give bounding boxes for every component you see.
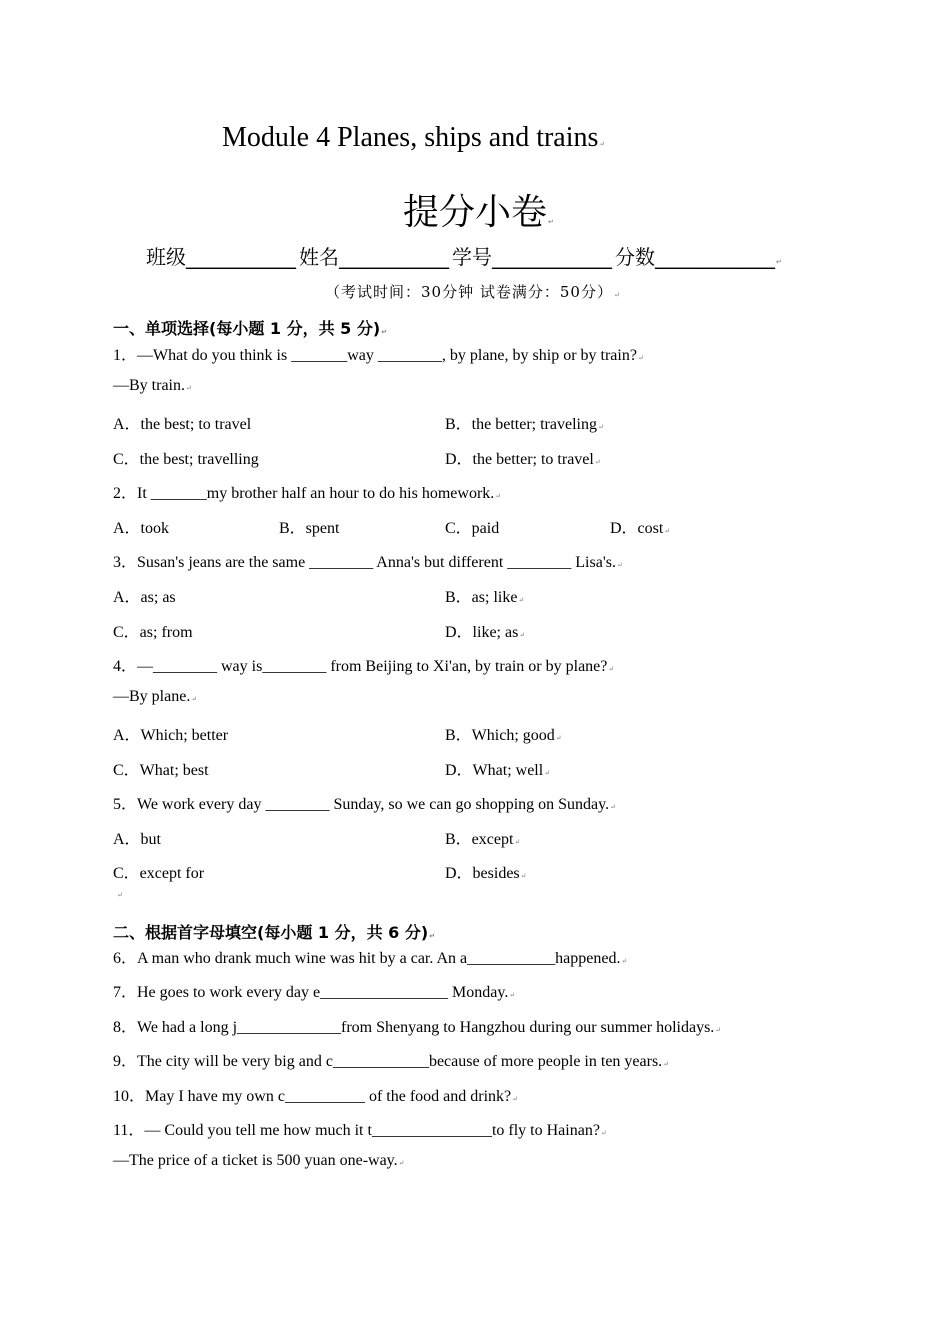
- question-2-stem: 2．It _______my brother half an hour to do his homework.↵: [113, 485, 502, 502]
- question-3-option-d: D．like; as↵: [445, 624, 526, 641]
- question-3-option-b: B．as; like↵: [445, 589, 525, 606]
- student-id-blank: ____________: [492, 245, 612, 269]
- section1-heading: 一、单项选择(每小题 1 分，共 5 分)↵: [113, 319, 388, 338]
- question-10: 10．May I have my own c__________ of the food and drink?↵: [113, 1088, 519, 1105]
- score-field: 分数____________↵: [615, 245, 782, 269]
- name-blank: ___________: [339, 245, 449, 269]
- question-2-option-d: D．cost↵: [610, 520, 671, 537]
- question-2-option-a: A．took: [113, 520, 170, 537]
- page-title: Module 4 Planes, ships and trains↵: [222, 122, 606, 153]
- question-5-option-c: C．except for: [113, 865, 205, 882]
- question-11: 11．— Could you tell me how much it t_______________to fly to Hainan?↵: [113, 1122, 607, 1139]
- paragraph-mark: ↵: [117, 891, 123, 899]
- question-4-reply: —By plane.↵: [113, 688, 198, 705]
- question-5-option-a: A．but: [113, 831, 162, 848]
- exam-note: （考试时间：30分钟 试卷满分：50分）↵: [325, 283, 621, 301]
- score-label: 分数: [615, 245, 655, 269]
- question-4-stem: 4．—________ way is________ from Beijing to Xi'an, by train or by plane?↵: [113, 658, 615, 675]
- question-1-stem: 1．—What do you think is _______way ________, by plane, by ship or by train?↵: [113, 347, 644, 364]
- question-3-option-c: C．as; from: [113, 624, 193, 641]
- name-label: 姓名: [299, 245, 339, 269]
- question-4-option-d: D．What; well↵: [445, 762, 551, 779]
- student-id-label: 学号: [452, 245, 492, 269]
- question-4-option-a: A．Which; better: [113, 727, 229, 744]
- question-1-option-a: A．the best; to travel: [113, 416, 252, 433]
- question-1-reply: —By train.↵: [113, 377, 192, 394]
- class-blank: ___________: [186, 245, 296, 269]
- question-4-option-b: B．Which; good↵: [445, 727, 562, 744]
- question-1-option-b: B．the better; traveling↵: [445, 416, 604, 433]
- question-8: 8．We had a long j_____________from Shenyang to Hangzhou during our summer holidays.↵: [113, 1019, 722, 1036]
- question-1-option-c: C．the best; travelling: [113, 451, 259, 468]
- question-2-option-c: C．paid: [445, 520, 500, 537]
- section2-heading: 二、根据首字母填空(每小题 1 分，共 6 分)↵: [113, 923, 436, 942]
- question-7: 7．He goes to work every day e________________ Monday.↵: [113, 984, 516, 1001]
- question-1-option-d: D．the better; to travel↵: [445, 451, 601, 468]
- page-subtitle: 提分小卷↵: [403, 192, 554, 233]
- student-id-field: [452, 241, 612, 270]
- question-2-option-b: B．spent: [279, 520, 340, 537]
- score-blank: ____________: [655, 245, 775, 269]
- question-9: 9．The city will be very big and c____________because of more people in ten years.↵: [113, 1053, 670, 1070]
- question-3-option-a: A．as; as: [113, 589, 176, 606]
- question-5-option-d: D．besides↵: [445, 865, 527, 882]
- class-field: [146, 241, 296, 270]
- class-label: 班级: [146, 245, 186, 269]
- question-4-option-c: C．What; best: [113, 762, 209, 779]
- name-field: [299, 241, 449, 270]
- question-5-option-b: B．except↵: [445, 831, 521, 848]
- question-5-stem: 5．We work every day ________ Sunday, so we can go shopping on Sunday.↵: [113, 796, 616, 813]
- question-11-reply: —The price of a ticket is 500 yuan one-way.↵: [113, 1152, 405, 1169]
- question-3-stem: 3．Susan's jeans are the same ________ Anna's but different ________ Lisa's.↵: [113, 554, 623, 571]
- question-6: 6．A man who drank much wine was hit by a car. An a___________happened.↵: [113, 950, 628, 967]
